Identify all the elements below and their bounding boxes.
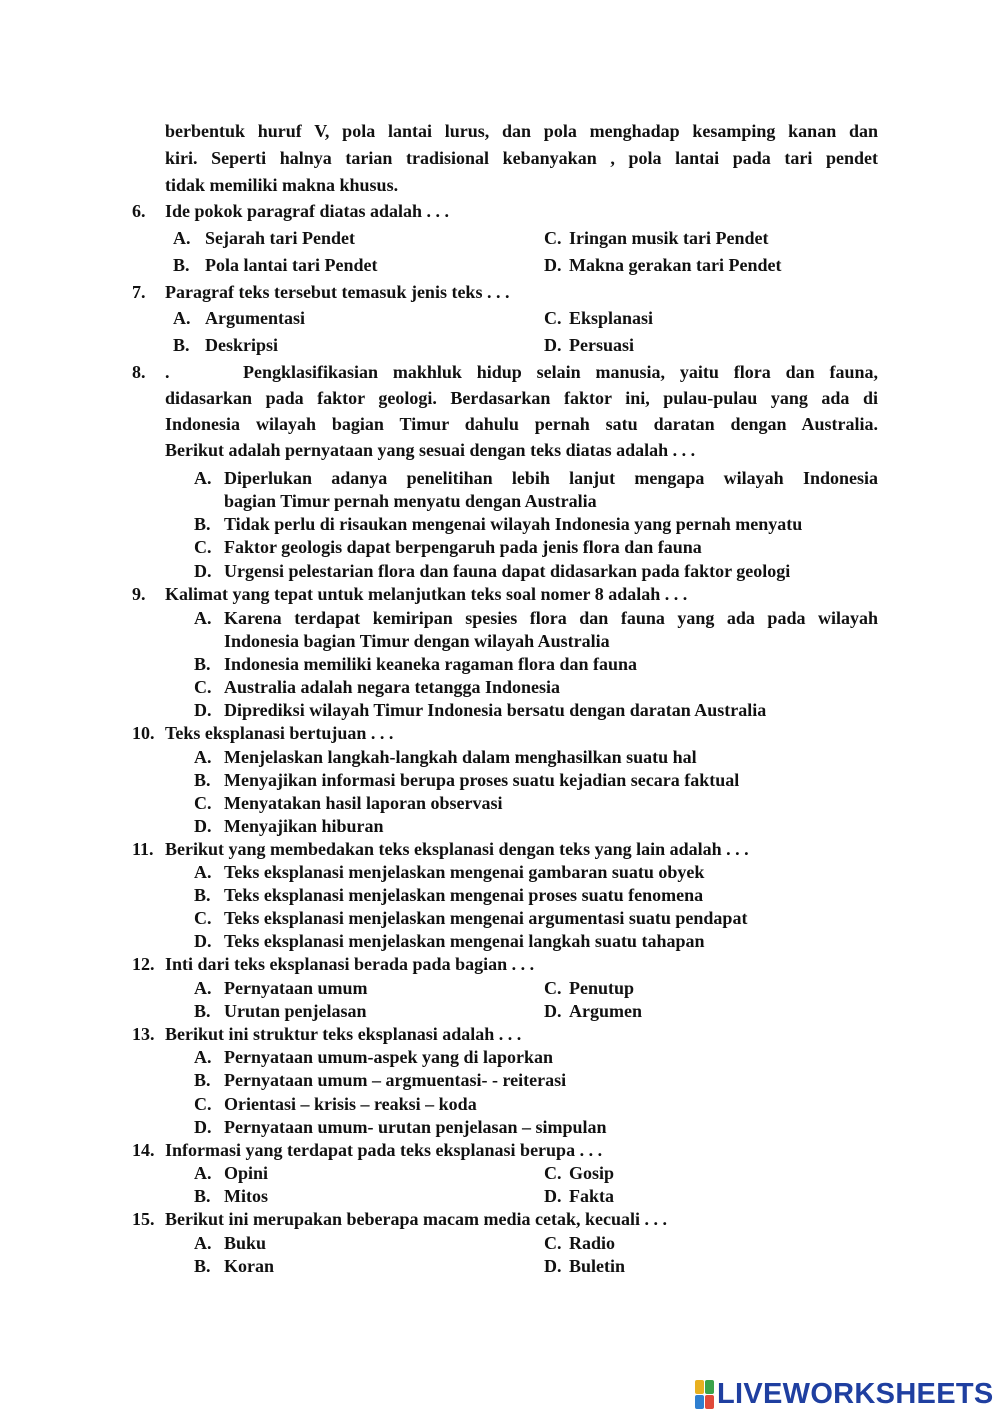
q14-text: Informasi yang terdapat pada teks eksplanasi berupa . . . [165,1140,603,1160]
q12-option-a-label[interactable]: A. [194,978,212,998]
logo-tile-blue [695,1395,704,1409]
liveworksheets-logo [695,1378,994,1410]
q6-option-c-label[interactable]: C. [544,228,562,248]
q10-option-c[interactable]: Menyatakan hasil laporan observasi [224,793,503,813]
q14-option-d-label[interactable]: D. [544,1186,562,1206]
q14-option-b[interactable]: Mitos [224,1186,268,1206]
intro-line-2: kiri. Seperti halnya tarian tradisional kebanyakan , pola lantai pada tari pendet [165,148,878,168]
q6-option-d[interactable]: Makna gerakan tari Pendet [569,255,782,275]
q14-option-c[interactable]: Gosip [569,1163,615,1183]
q11-option-c-label[interactable]: C. [194,908,212,928]
q9-number: 9. [132,584,146,604]
q7-option-c[interactable]: Eksplanasi [569,308,654,328]
q10-option-a[interactable]: Menjelaskan langkah-langkah dalam menghasilkan suatu hal [224,747,697,767]
q6-option-b-label[interactable]: B. [173,255,190,275]
liveworksheets-wordmark: LIVEWORKSHEETS [717,1377,994,1410]
q10-number: 10. [132,723,155,743]
q11-option-a-label[interactable]: A. [194,862,212,882]
q7-option-c-label[interactable]: C. [544,308,562,328]
q8-option-a[interactable]: Diperlukan adanya penelitihan lebih lanjut mengapa wilayah Indonesia [224,468,878,488]
intro-line-3: tidak memiliki makna khusus. [165,175,399,195]
q10-option-c-label[interactable]: C. [194,793,212,813]
q8-number: 8. [132,362,146,382]
q9-option-b-label[interactable]: B. [194,654,211,674]
logo-tile-yellow [695,1380,704,1394]
q7-number: 7. [132,282,146,302]
q12-option-b-label[interactable]: B. [194,1001,211,1021]
q11-option-d[interactable]: Teks eksplanasi menjelaskan mengenai langkah suatu tahapan [224,931,705,951]
q8-option-a-cont[interactable]: bagian Timur pernah menyatu dengan Australia [224,491,597,511]
q13-option-a-label[interactable]: A. [194,1047,212,1067]
logo-tile-red [705,1395,714,1409]
q11-option-c[interactable]: Teks eksplanasi menjelaskan mengenai argumentasi suatu pendapat [224,908,748,928]
q7-option-a[interactable]: Argumentasi [205,308,305,328]
q10-text: Teks eksplanasi bertujuan . . . [165,723,394,743]
q11-option-d-label[interactable]: D. [194,931,212,951]
q14-option-b-label[interactable]: B. [194,1186,211,1206]
q10-option-d[interactable]: Menyajikan hiburan [224,816,384,836]
q15-number: 15. [132,1209,155,1229]
q13-option-c[interactable]: Orientasi – krisis – reaksi – koda [224,1094,477,1114]
q9-option-c-label[interactable]: C. [194,677,212,697]
q9-option-a-label[interactable]: A. [194,608,212,628]
q8-paragraph-line-3: Indonesia wilayah bagian Timur dahulu pernah satu daratan dengan Australia. [165,414,878,434]
q14-number: 14. [132,1140,155,1160]
q8-option-c-label[interactable]: C. [194,537,212,557]
q8-paragraph-line-2: didasarkan pada faktor geologi. Berdasarkan faktor ini, pulau-pulau yang ada di [165,388,878,408]
q9-option-d-label[interactable]: D. [194,700,212,720]
q10-option-b-label[interactable]: B. [194,770,211,790]
q12-number: 12. [132,954,155,974]
q8-option-c[interactable]: Faktor geologis dapat berpengaruh pada jenis flora dan fauna [224,537,702,557]
q8-option-b-label[interactable]: B. [194,514,211,534]
q7-option-b-label[interactable]: B. [173,335,190,355]
q8-paragraph-line-1: Pengklasifikasian makhluk hidup selain manusia, yaitu flora dan fauna, [243,362,878,382]
q9-option-d[interactable]: Diprediksi wilayah Timur Indonesia bersatu dengan daratan Australia [224,700,767,720]
q14-option-d[interactable]: Fakta [569,1186,614,1206]
liveworksheets-grid-icon [695,1380,714,1409]
q12-option-a[interactable]: Pernyataan umum [224,978,368,998]
q9-text: Kalimat yang tepat untuk melanjutkan teks soal nomer 8 adalah . . . [165,584,688,604]
q6-option-a[interactable]: Sejarah tari Pendet [205,228,355,248]
q15-option-a-label[interactable]: A. [194,1233,212,1253]
q10-option-d-label[interactable]: D. [194,816,212,836]
q9-option-a[interactable]: Karena terdapat kemiripan spesies flora dan fauna yang ada pada wilayah [224,608,878,628]
q12-option-d-label[interactable]: D. [544,1001,562,1021]
q12-option-c[interactable]: Penutup [569,978,635,998]
q12-option-d[interactable]: Argumen [569,1001,642,1021]
q10-option-b[interactable]: Menyajikan informasi berupa proses suatu kejadian secara faktual [224,770,740,790]
q8-option-b[interactable]: Tidak perlu di risaukan mengenai wilayah Indonesia yang pernah menyatu [224,514,803,534]
q7-option-b[interactable]: Deskripsi [205,335,279,355]
q6-text: Ide pokok paragraf diatas adalah . . . [165,201,450,221]
q15-option-c[interactable]: Radio [569,1233,616,1253]
q9-option-b[interactable]: Indonesia memiliki keaneka ragaman flora dan fauna [224,654,638,674]
intro-line-1: berbentuk huruf V, pola lantai lurus, dan pola menghadap kesamping kanan dan [165,121,878,141]
q7-text: Paragraf teks tersebut temasuk jenis teks . . . [165,282,510,302]
q8-text: Berikut adalah pernyataan yang sesuai dengan teks diatas adalah . . . [165,440,696,460]
q15-option-d[interactable]: Buletin [569,1256,626,1276]
q13-option-c-label[interactable]: C. [194,1094,212,1114]
q6-option-d-label[interactable]: D. [544,255,562,275]
q7-option-d[interactable]: Persuasi [569,335,634,355]
q13-option-b[interactable]: Pernyataan umum – argmuentasi- - reiterasi [224,1070,567,1090]
q8-dot: . [165,362,170,382]
q10-option-a-label[interactable]: A. [194,747,212,767]
q6-option-a-label[interactable]: A. [173,228,191,248]
q9-option-c[interactable]: Australia adalah negara tetangga Indonesia [224,677,561,697]
q8-option-d-label[interactable]: D. [194,561,212,581]
q11-option-b[interactable]: Teks eksplanasi menjelaskan mengenai proses suatu fenomena [224,885,704,905]
q6-option-b[interactable]: Pola lantai tari Pendet [205,255,378,275]
logo-tile-green [705,1380,714,1394]
q15-option-b-label[interactable]: B. [194,1256,211,1276]
q14-option-c-label[interactable]: C. [544,1163,562,1183]
q11-option-b-label[interactable]: B. [194,885,211,905]
q6-number: 6. [132,201,146,221]
q11-option-a[interactable]: Teks eksplanasi menjelaskan mengenai gambaran suatu obyek [224,862,705,882]
q14-option-a-label[interactable]: A. [194,1163,212,1183]
q12-option-b[interactable]: Urutan penjelasan [224,1001,367,1021]
q8-option-a-label[interactable]: A. [194,468,212,488]
q13-option-d[interactable]: Pernyataan umum- urutan penjelasan – simpulan [224,1117,607,1137]
q6-option-c[interactable]: Iringan musik tari Pendet [569,228,769,248]
q15-option-b[interactable]: Koran [224,1256,275,1276]
q14-option-a[interactable]: Opini [224,1163,269,1183]
q15-text: Berikut ini merupakan beberapa macam media cetak, kecuali . . . [165,1209,667,1229]
q15-option-a[interactable]: Buku [224,1233,267,1253]
q11-text: Berikut yang membedakan teks eksplanasi dengan teks yang lain adalah . . . [165,839,749,859]
q11-number: 11. [132,839,154,859]
q13-option-b-label[interactable]: B. [194,1070,211,1090]
q13-option-d-label[interactable]: D. [194,1117,212,1137]
q8-option-d[interactable]: Urgensi pelestarian flora dan fauna dapat didasarkan pada faktor geologi [224,561,791,581]
q12-text: Inti dari teks eksplanasi berada pada bagian . . . [165,954,535,974]
q9-option-a-cont[interactable]: Indonesia bagian Timur dengan wilayah Australia [224,631,610,651]
q7-option-a-label[interactable]: A. [173,308,191,328]
q12-option-c-label[interactable]: C. [544,978,562,998]
q7-option-d-label[interactable]: D. [544,335,562,355]
q13-number: 13. [132,1024,155,1044]
q15-option-d-label[interactable]: D. [544,1256,562,1276]
q15-option-c-label[interactable]: C. [544,1233,562,1253]
q13-option-a[interactable]: Pernyataan umum-aspek yang di laporkan [224,1047,554,1067]
q13-text: Berikut ini struktur teks eksplanasi adalah . . . [165,1024,522,1044]
